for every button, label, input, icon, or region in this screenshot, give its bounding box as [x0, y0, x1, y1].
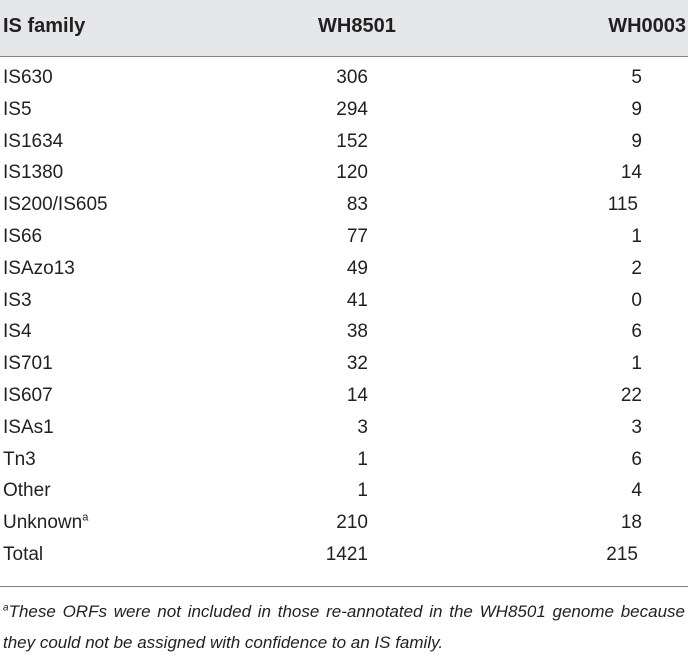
- cell-wh0003: 4: [631, 480, 642, 502]
- cell-wh0003: 3: [631, 416, 642, 438]
- cell-wh8501: 210: [336, 512, 368, 534]
- table-row: [0, 64, 688, 96]
- cell-family: Tn3: [3, 448, 36, 470]
- cell-wh0003: 6: [631, 448, 642, 470]
- footnote-superscript: a: [82, 511, 89, 524]
- table-row: [0, 159, 688, 191]
- cell-family: IS701: [3, 353, 53, 375]
- table-row: [0, 318, 688, 350]
- cell-wh0003: 1: [631, 225, 642, 247]
- table-row: [0, 255, 688, 287]
- cell-wh8501: 83: [346, 194, 368, 216]
- cell-wh8501: 306: [336, 67, 368, 88]
- table-body: [0, 64, 688, 573]
- cell-family: IS4: [3, 321, 32, 343]
- cell-wh8501: 1: [357, 480, 368, 502]
- cell-family: IS66: [3, 225, 43, 247]
- cell-family: [3, 512, 88, 534]
- table-bottom-rule: [0, 586, 688, 587]
- cell-family: Other: [3, 480, 51, 502]
- cell-wh8501: 32: [346, 353, 368, 375]
- cell-family: IS1634: [3, 130, 64, 152]
- cell-wh0003: 22: [620, 384, 642, 406]
- table-row: [0, 287, 688, 319]
- table-row-total: [0, 541, 688, 573]
- cell-family: Total: [3, 543, 44, 565]
- cell-family: IS5: [3, 98, 32, 120]
- header-divider: [0, 56, 688, 57]
- cell-wh0003: 9: [631, 98, 642, 120]
- table-row: [0, 446, 688, 478]
- header-is-family: IS family: [3, 15, 86, 37]
- cell-wh8501: 1421: [325, 543, 368, 565]
- cell-wh0003: 6: [631, 321, 642, 343]
- table-row: [0, 191, 688, 223]
- cell-wh0003: 215: [606, 543, 638, 565]
- cell-family: IS200/IS605: [3, 194, 108, 216]
- table-row: [0, 96, 688, 128]
- cell-wh0003: 14: [620, 162, 642, 184]
- cell-wh8501: 1: [357, 448, 368, 470]
- table-row: [0, 509, 688, 541]
- cell-wh8501: 120: [336, 162, 368, 184]
- cell-wh0003: 115: [607, 194, 638, 216]
- header-wh8501: WH8501: [318, 15, 396, 37]
- table-row: [0, 414, 688, 446]
- table-row: [0, 350, 688, 382]
- cell-wh8501: 3: [357, 416, 368, 438]
- cell-wh8501: 152: [336, 130, 368, 152]
- cell-family: ISAzo13: [3, 257, 75, 279]
- table-footnote: [3, 596, 685, 658]
- table-row: [0, 477, 688, 509]
- cell-family: IS3: [3, 289, 32, 311]
- cell-family: IS607: [3, 384, 53, 406]
- cell-family: ISAs1: [3, 416, 54, 438]
- footnote-marker: a: [3, 602, 9, 614]
- table-row: [0, 128, 688, 160]
- footnote-text: These ORFs were not included in those re-annotated in the WH8501 genome because they could not be assigned with confidence to an IS family.: [3, 602, 685, 652]
- table-row: [0, 223, 688, 255]
- table-row: [0, 382, 688, 414]
- table-header-row: [0, 0, 688, 56]
- cell-wh8501: 49: [346, 257, 368, 279]
- cell-wh0003: 0: [631, 289, 642, 311]
- cell-wh0003: 9: [631, 130, 642, 152]
- header-wh0003: WH0003: [608, 15, 686, 37]
- cell-wh8501: 77: [346, 225, 368, 247]
- cell-wh8501: 38: [346, 321, 368, 343]
- cell-family-text: Unknown: [3, 512, 83, 534]
- cell-family: IS630: [3, 67, 53, 88]
- cell-wh0003: 18: [620, 512, 642, 534]
- cell-wh8501: 41: [346, 289, 368, 311]
- cell-wh8501: 14: [346, 384, 368, 406]
- cell-wh0003: 2: [631, 257, 642, 279]
- cell-wh8501: 294: [336, 98, 368, 120]
- cell-wh0003: 1: [631, 353, 642, 375]
- cell-family: IS1380: [3, 162, 64, 184]
- cell-wh0003: 5: [631, 67, 642, 88]
